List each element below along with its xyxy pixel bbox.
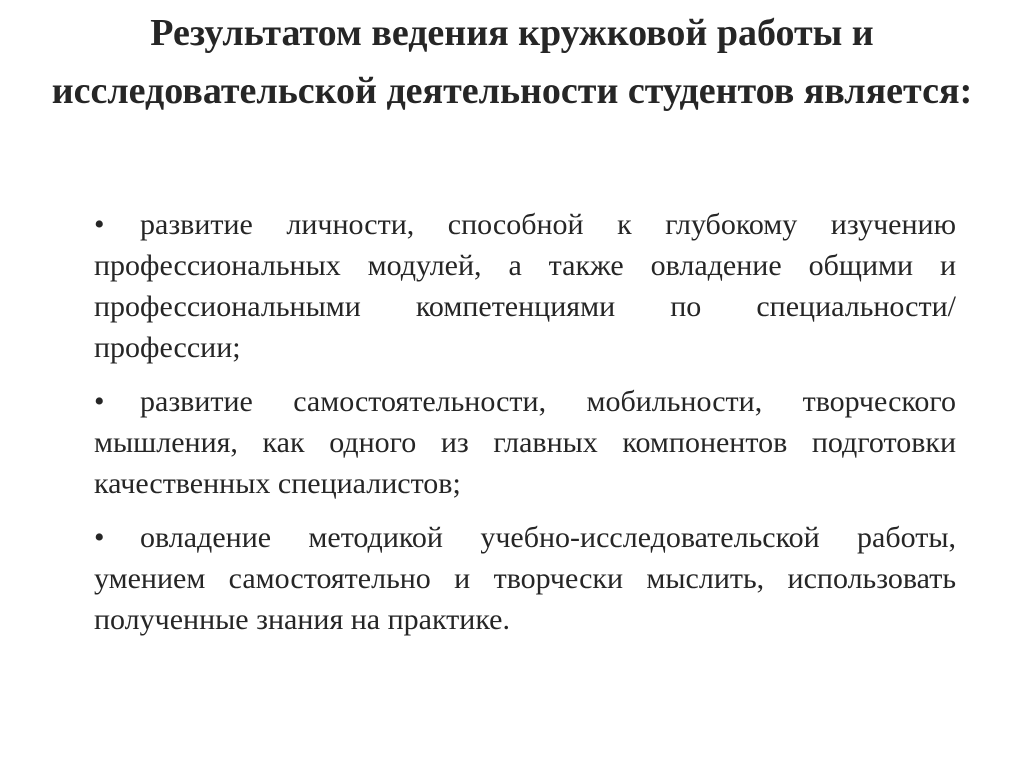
bullet-item-1 bbox=[94, 204, 956, 368]
bullet-text-3: овладение методикой учебно-исследовательской работы, умением самостоятельно и творчески мыслить, использовать полученные знания на практике. bbox=[94, 521, 956, 636]
slide-title: Результатом ведения кружковой работы и исследовательской деятельности студентов является: bbox=[51, 12, 973, 112]
bullet-icon: • bbox=[94, 385, 105, 418]
bullet-item-3 bbox=[94, 517, 956, 640]
bullet-text-2: развитие самостоятельности, мобильности, творческого мышления, как одного из главных компонентов подготовки качественных специалистов; bbox=[94, 385, 956, 500]
bullet-list bbox=[94, 204, 956, 653]
bullet-text-1: развитие личности, способной к глубокому изучению профессиональных модулей, а также овладение общими и профессиональными компетенциями по специальности/профессии; bbox=[94, 208, 956, 364]
bullet-item-2 bbox=[94, 381, 956, 504]
bullet-icon: • bbox=[94, 208, 105, 241]
bullet-icon: • bbox=[94, 521, 105, 554]
